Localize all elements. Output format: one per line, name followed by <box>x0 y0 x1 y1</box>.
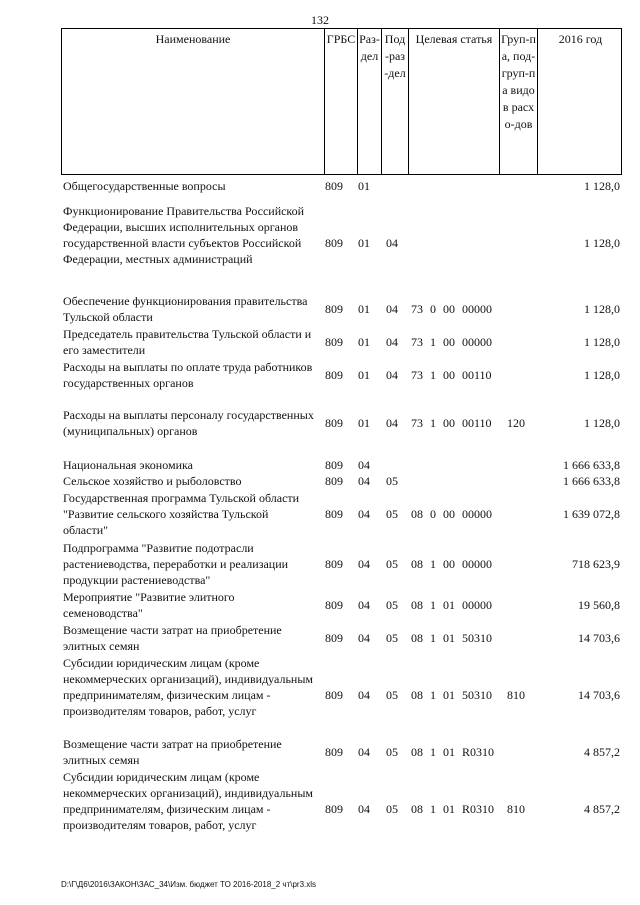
column-header-podrazdel: Под-раз-дел <box>381 29 408 174</box>
row-target: 73 1 00 00110 <box>411 416 492 430</box>
row-grbs: 809 <box>325 458 343 472</box>
column-header-group: Груп-па, под-груп-па видов расхо-дов <box>499 29 537 174</box>
table-row <box>61 473 622 489</box>
table-row <box>61 490 622 538</box>
row-razdel: 01 <box>358 335 370 349</box>
row-name: Субсидии юридическим лицам (кроме некоммерческих организаций), индивидуальным предпринимателям, физическим лицам - производителям товаров, работ, услуг <box>63 656 313 718</box>
row-podrazdel: 05 <box>386 474 398 488</box>
row-target: 73 1 00 00110 <box>411 368 492 382</box>
table-row <box>61 540 622 588</box>
row-group: 120 <box>507 416 525 430</box>
row-name: Общегосударственные вопросы <box>63 179 226 193</box>
table-row <box>61 736 622 768</box>
row-sum: 1 128,0 <box>584 302 620 316</box>
row-name: Субсидии юридическим лицам (кроме некоммерческих организаций), индивидуальным предпринимателям, физическим лицам - производителям товаров, работ, услуг <box>63 770 313 832</box>
row-name: Мероприятие "Развитие элитного семеноводства" <box>63 590 235 620</box>
row-grbs: 809 <box>325 802 343 816</box>
row-sum: 1 639 072,8 <box>563 507 620 521</box>
table-row <box>61 178 622 194</box>
row-razdel: 01 <box>358 236 370 250</box>
row-name: Возмещение части затрат на приобретение элитных семян <box>63 737 282 767</box>
row-grbs: 809 <box>325 507 343 521</box>
row-podrazdel: 05 <box>386 802 398 816</box>
row-sum: 14 703,6 <box>578 631 620 645</box>
row-grbs: 809 <box>325 474 343 488</box>
row-podrazdel: 04 <box>386 368 398 382</box>
table-row <box>61 655 622 735</box>
row-name: Государственная программа Тульской области "Развитие сельского хозяйства Тульской области" <box>63 491 300 537</box>
row-razdel: 04 <box>358 745 370 759</box>
table-header <box>61 28 622 175</box>
row-razdel: 04 <box>358 458 370 472</box>
row-razdel: 04 <box>358 507 370 521</box>
row-target: 08 1 00 00000 <box>411 557 492 571</box>
row-target: 08 1 01 50310 <box>411 631 492 645</box>
row-name: Национальная экономика <box>63 458 193 472</box>
row-razdel: 01 <box>358 302 370 316</box>
row-grbs: 809 <box>325 631 343 645</box>
row-razdel: 01 <box>358 416 370 430</box>
row-podrazdel: 05 <box>386 598 398 612</box>
table-row <box>61 769 622 849</box>
row-target: 08 1 01 00000 <box>411 598 492 612</box>
row-grbs: 809 <box>325 302 343 316</box>
table-row <box>61 293 622 325</box>
table-row <box>61 203 622 283</box>
row-podrazdel: 05 <box>386 688 398 702</box>
row-podrazdel: 05 <box>386 507 398 521</box>
row-sum: 718 623,9 <box>572 557 620 571</box>
row-razdel: 04 <box>358 688 370 702</box>
row-grbs: 809 <box>325 368 343 382</box>
row-podrazdel: 05 <box>386 557 398 571</box>
table-row <box>61 589 622 621</box>
column-header-grbs: ГРБС <box>324 29 357 174</box>
row-razdel: 01 <box>358 368 370 382</box>
row-grbs: 809 <box>325 236 343 250</box>
row-name: Подпрограмма "Развитие подотрасли растениеводства, переработки и реализации продукции растениеводства" <box>63 541 289 587</box>
row-grbs: 809 <box>325 598 343 612</box>
column-header-name: Наименование <box>155 32 231 46</box>
page-number: 132 <box>311 13 329 27</box>
row-razdel: 04 <box>358 598 370 612</box>
row-podrazdel: 04 <box>386 236 398 250</box>
row-sum: 4 857,2 <box>584 745 620 759</box>
table-row <box>61 407 622 439</box>
row-podrazdel: 05 <box>386 631 398 645</box>
row-grbs: 809 <box>325 745 343 759</box>
row-razdel: 04 <box>358 557 370 571</box>
row-grbs: 809 <box>325 557 343 571</box>
row-podrazdel: 04 <box>386 335 398 349</box>
row-target: 08 0 00 00000 <box>411 507 492 521</box>
row-grbs: 809 <box>325 416 343 430</box>
row-sum: 1 128,0 <box>584 236 620 250</box>
row-razdel: 04 <box>358 474 370 488</box>
row-sum: 14 703,6 <box>578 688 620 702</box>
row-name: Возмещение части затрат на приобретение элитных семян <box>63 623 282 653</box>
row-podrazdel: 05 <box>386 745 398 759</box>
table-row <box>61 359 622 391</box>
row-grbs: 809 <box>325 688 343 702</box>
row-sum: 1 128,0 <box>584 335 620 349</box>
row-sum: 1 666 633,8 <box>563 474 620 488</box>
row-target: 08 1 01 R0310 <box>411 745 495 759</box>
row-name: Функционирование Правительства Российской Федерации, высших исполнительных органов государственной власти субъектов Российской Федерации, местных администраций <box>63 204 305 266</box>
row-name: Сельское хозяйство и рыболовство <box>63 474 242 488</box>
row-podrazdel: 04 <box>386 302 398 316</box>
row-target: 08 1 01 R0310 <box>411 802 495 816</box>
row-razdel: 01 <box>358 179 370 193</box>
row-razdel: 04 <box>358 802 370 816</box>
row-target: 73 1 00 00000 <box>411 335 492 349</box>
column-header-target: Целевая статья <box>408 29 499 174</box>
table-row <box>61 622 622 654</box>
row-group: 810 <box>507 688 525 702</box>
row-sum: 1 128,0 <box>584 368 620 382</box>
row-name: Расходы на выплаты персоналу государственных (муниципальных) органов <box>63 408 314 438</box>
column-header-year: 2016 год <box>537 29 623 174</box>
row-razdel: 04 <box>358 631 370 645</box>
column-header-razdel: Раз-дел <box>357 29 381 174</box>
row-name: Расходы на выплаты по оплате труда работников государственных органов <box>63 360 313 390</box>
row-name: Председатель правительства Тульской области и его заместители <box>63 327 312 357</box>
row-podrazdel: 04 <box>386 416 398 430</box>
row-name: Обеспечение функционирования правительства Тульской области <box>63 294 308 324</box>
row-grbs: 809 <box>325 335 343 349</box>
table-row <box>61 326 622 358</box>
row-sum: 1 666 633,8 <box>563 458 620 472</box>
row-grbs: 809 <box>325 179 343 193</box>
table-row <box>61 457 622 473</box>
row-sum: 1 128,0 <box>584 179 620 193</box>
row-sum: 19 560,8 <box>578 598 620 612</box>
row-sum: 1 128,0 <box>584 416 620 430</box>
row-target: 73 0 00 00000 <box>411 302 492 316</box>
row-target: 08 1 01 50310 <box>411 688 492 702</box>
row-group: 810 <box>507 802 525 816</box>
file-path-footer: D:\Г\Д6\2016\ЗАКОН\ЗАС_34\Изм. бюджет ТО 2016-2018_2 чт\pr3.xls <box>61 880 317 889</box>
row-sum: 4 857,2 <box>584 802 620 816</box>
